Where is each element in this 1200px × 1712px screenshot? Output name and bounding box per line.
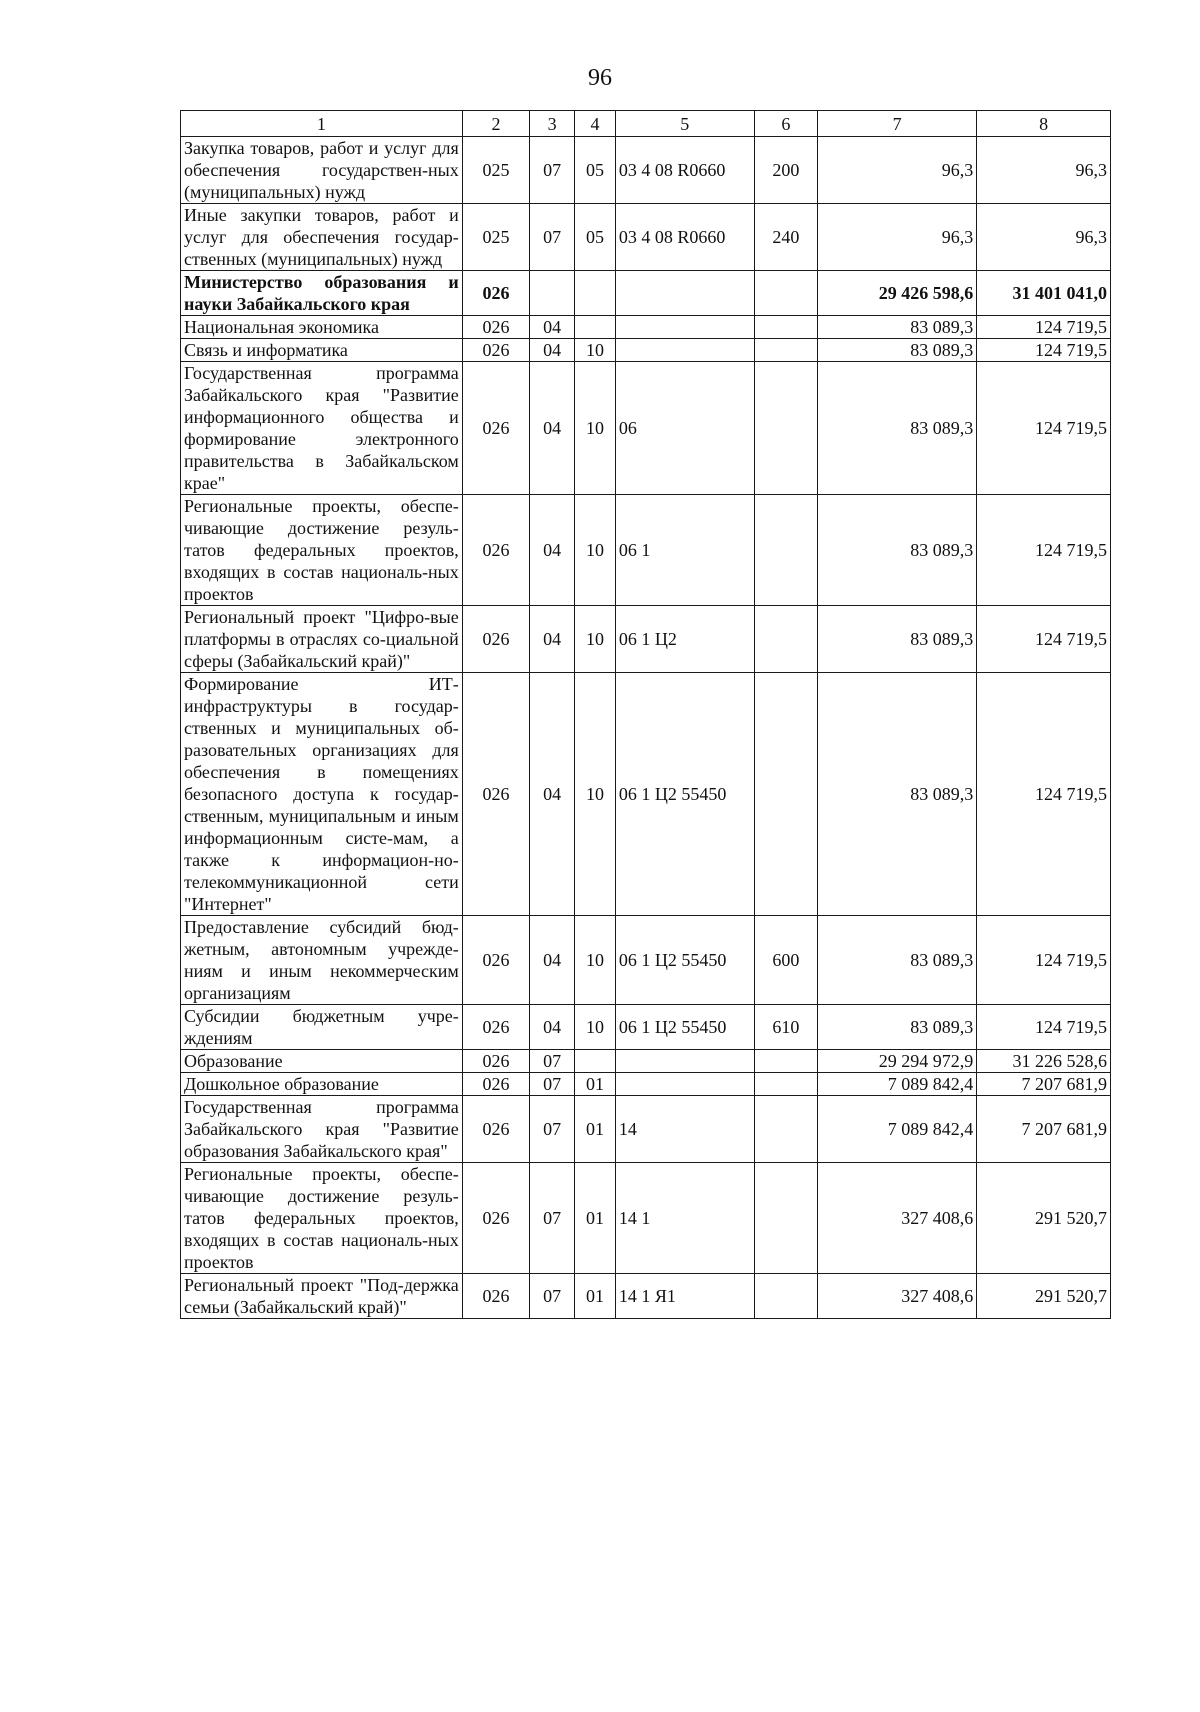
- line-item-name: Образование: [181, 1050, 463, 1073]
- ministry-code: 026: [462, 1073, 529, 1096]
- line-item-name: Иные закупки товаров, работ и услуг для обеспечения государ-ственных (муниципальных) нужд: [181, 204, 463, 271]
- expense-type-code: [754, 316, 817, 339]
- ministry-code: 026: [462, 271, 529, 316]
- target-article-code: 06 1 Ц2: [615, 606, 754, 673]
- expense-type-code: [754, 1073, 817, 1096]
- table-row: [181, 1005, 1111, 1050]
- line-item-name: Государственная программа Забайкальского края "Развитие образования Забайкальского края": [181, 1096, 463, 1163]
- subsection-code: [575, 271, 616, 316]
- subsection-code: 10: [575, 606, 616, 673]
- amount-year-1: 96,3: [817, 204, 976, 271]
- target-article-code: 06 1 Ц2 55450: [615, 673, 754, 916]
- line-item-name: Национальная экономика: [181, 316, 463, 339]
- amount-year-2: 124 719,5: [977, 606, 1111, 673]
- amount-year-1: 83 089,3: [817, 916, 976, 1005]
- amount-year-1: 7 089 842,4: [817, 1096, 976, 1163]
- line-item-name: Министерство образования и науки Забайкальского края: [181, 271, 463, 316]
- table-row: [181, 316, 1111, 339]
- amount-year-1: 29 426 598,6: [817, 271, 976, 316]
- section-code: 04: [530, 673, 575, 916]
- line-item-name: Региональные проекты, обеспе-чивающие достижение резуль-татов федеральных проектов, входящих в состав националь-ных проектов: [181, 495, 463, 606]
- expense-type-code: [754, 1274, 817, 1319]
- amount-year-1: 83 089,3: [817, 495, 976, 606]
- target-article-code: 03 4 08 R0660: [615, 137, 754, 204]
- expense-type-code: [754, 1096, 817, 1163]
- subsection-code: 10: [575, 916, 616, 1005]
- amount-year-1: 327 408,6: [817, 1274, 976, 1319]
- amount-year-1: 7 089 842,4: [817, 1073, 976, 1096]
- table-row: [181, 1096, 1111, 1163]
- amount-year-2: 291 520,7: [977, 1274, 1111, 1319]
- section-code: 07: [530, 1050, 575, 1073]
- ministry-code: 026: [462, 362, 529, 495]
- target-article-code: 06 1 Ц2 55450: [615, 1005, 754, 1050]
- target-article-code: 14 1: [615, 1163, 754, 1274]
- expense-type-code: [754, 1163, 817, 1274]
- table-row: [181, 1274, 1111, 1319]
- subsection-code: 10: [575, 1005, 616, 1050]
- ministry-code: 026: [462, 316, 529, 339]
- amount-year-1: 83 089,3: [817, 606, 976, 673]
- subsection-code: [575, 316, 616, 339]
- amount-year-2: 124 719,5: [977, 362, 1111, 495]
- amount-year-1: 83 089,3: [817, 362, 976, 495]
- ministry-code: 026: [462, 1096, 529, 1163]
- subsection-code: 01: [575, 1274, 616, 1319]
- ministry-code: 026: [462, 1163, 529, 1274]
- subsection-code: 01: [575, 1073, 616, 1096]
- target-article-code: [615, 1050, 754, 1073]
- expense-type-code: [754, 495, 817, 606]
- subsection-code: 01: [575, 1096, 616, 1163]
- ministry-code: 026: [462, 1274, 529, 1319]
- amount-year-1: 327 408,6: [817, 1163, 976, 1274]
- ministry-code: 026: [462, 1005, 529, 1050]
- amount-year-2: 31 226 528,6: [977, 1050, 1111, 1073]
- expense-type-code: 240: [754, 204, 817, 271]
- amount-year-1: 83 089,3: [817, 1005, 976, 1050]
- section-code: 07: [530, 137, 575, 204]
- amount-year-2: 124 719,5: [977, 339, 1111, 362]
- target-article-code: 03 4 08 R0660: [615, 204, 754, 271]
- line-item-name: Связь и информатика: [181, 339, 463, 362]
- table-row: [181, 362, 1111, 495]
- ministry-code: 026: [462, 916, 529, 1005]
- ministry-code: 026: [462, 1050, 529, 1073]
- table-row: [181, 916, 1111, 1005]
- target-article-code: 14: [615, 1096, 754, 1163]
- target-article-code: 06 1: [615, 495, 754, 606]
- table-row: [181, 1163, 1111, 1274]
- expense-type-code: [754, 606, 817, 673]
- amount-year-2: 291 520,7: [977, 1163, 1111, 1274]
- amount-year-2: 124 719,5: [977, 495, 1111, 606]
- table-row: [181, 339, 1111, 362]
- expense-type-code: [754, 1050, 817, 1073]
- table-row: [181, 495, 1111, 606]
- budget-table: [180, 110, 1111, 1319]
- line-item-name: Предоставление субсидий бюд-жетным, автономным учрежде-ниям и иным некоммерческим организациям: [181, 916, 463, 1005]
- expense-type-code: [754, 339, 817, 362]
- subsection-code: [575, 1050, 616, 1073]
- section-code: 04: [530, 339, 575, 362]
- section-code: [530, 271, 575, 316]
- header-cell: 1: [181, 111, 463, 137]
- amount-year-1: 83 089,3: [817, 339, 976, 362]
- subsection-code: 10: [575, 339, 616, 362]
- section-code: 07: [530, 204, 575, 271]
- amount-year-2: 7 207 681,9: [977, 1096, 1111, 1163]
- expense-type-code: [754, 362, 817, 495]
- line-item-name: Государственная программа Забайкальского края "Развитие информационного общества и формирование электронного правительства в Забайкальском крае": [181, 362, 463, 495]
- expense-type-code: [754, 673, 817, 916]
- amount-year-2: 124 719,5: [977, 673, 1111, 916]
- section-code: 04: [530, 316, 575, 339]
- section-code: 07: [530, 1274, 575, 1319]
- line-item-name: Региональные проекты, обеспе-чивающие достижение резуль-татов федеральных проектов, входящих в состав националь-ных проектов: [181, 1163, 463, 1274]
- ministry-code: 025: [462, 204, 529, 271]
- table-header-row: [181, 111, 1111, 137]
- expense-type-code: 610: [754, 1005, 817, 1050]
- header-cell: 5: [615, 111, 754, 137]
- amount-year-2: 96,3: [977, 204, 1111, 271]
- header-cell: 7: [817, 111, 976, 137]
- header-cell: 8: [977, 111, 1111, 137]
- table-row: [181, 1073, 1111, 1096]
- line-item-name: Дошкольное образование: [181, 1073, 463, 1096]
- table-row: [181, 673, 1111, 916]
- amount-year-2: 124 719,5: [977, 916, 1111, 1005]
- table-row: [181, 137, 1111, 204]
- target-article-code: 06: [615, 362, 754, 495]
- line-item-name: Региональный проект "Под-держка семьи (Забайкальский край)": [181, 1274, 463, 1319]
- ministry-code: 026: [462, 495, 529, 606]
- ministry-code: 026: [462, 339, 529, 362]
- table-body: [181, 137, 1111, 1319]
- header-cell: 2: [462, 111, 529, 137]
- ministry-code: 026: [462, 673, 529, 916]
- header-cell: 3: [530, 111, 575, 137]
- line-item-name: Субсидии бюджетным учре-ждениям: [181, 1005, 463, 1050]
- target-article-code: [615, 271, 754, 316]
- expense-type-code: 600: [754, 916, 817, 1005]
- amount-year-2: 124 719,5: [977, 1005, 1111, 1050]
- table-row: [181, 204, 1111, 271]
- section-code: 04: [530, 606, 575, 673]
- line-item-name: Закупка товаров, работ и услуг для обеспечения государствен-ных (муниципальных) нужд: [181, 137, 463, 204]
- target-article-code: [615, 316, 754, 339]
- section-code: 04: [530, 495, 575, 606]
- amount-year-2: 31 401 041,0: [977, 271, 1111, 316]
- section-code: 07: [530, 1163, 575, 1274]
- amount-year-1: 96,3: [817, 137, 976, 204]
- target-article-code: 06 1 Ц2 55450: [615, 916, 754, 1005]
- ministry-code: 026: [462, 606, 529, 673]
- page-number: 96: [588, 65, 612, 91]
- subsection-code: 10: [575, 495, 616, 606]
- subsection-code: 05: [575, 137, 616, 204]
- section-code: 04: [530, 1005, 575, 1050]
- subsection-code: 10: [575, 673, 616, 916]
- target-article-code: 14 1 Я1: [615, 1274, 754, 1319]
- target-article-code: [615, 1073, 754, 1096]
- amount-year-2: 124 719,5: [977, 316, 1111, 339]
- subsection-code: 10: [575, 362, 616, 495]
- amount-year-2: 96,3: [977, 137, 1111, 204]
- table-row: [181, 606, 1111, 673]
- table-row: [181, 1050, 1111, 1073]
- expense-type-code: 200: [754, 137, 817, 204]
- subsection-code: 01: [575, 1163, 616, 1274]
- subsection-code: 05: [575, 204, 616, 271]
- expense-type-code: [754, 271, 817, 316]
- target-article-code: [615, 339, 754, 362]
- ministry-code: 025: [462, 137, 529, 204]
- amount-year-1: 29 294 972,9: [817, 1050, 976, 1073]
- header-cell: 4: [575, 111, 616, 137]
- table-row: [181, 271, 1111, 316]
- amount-year-1: 83 089,3: [817, 316, 976, 339]
- section-code: 04: [530, 916, 575, 1005]
- section-code: 07: [530, 1096, 575, 1163]
- section-code: 07: [530, 1073, 575, 1096]
- amount-year-2: 7 207 681,9: [977, 1073, 1111, 1096]
- line-item-name: Региональный проект "Цифро-вые платформы в отраслях со-циальной сферы (Забайкальский край)": [181, 606, 463, 673]
- section-code: 04: [530, 362, 575, 495]
- header-cell: 6: [754, 111, 817, 137]
- line-item-name: Формирование ИТ-инфраструктуры в государ-ственных и муниципальных об-разовательных организациях для обеспечения в помещениях безопасного доступа к государ-ственным, муниципальным и иным информационным систе-мам, а также к информацион-но-телекоммуникационной сети "Интернет": [181, 673, 463, 916]
- amount-year-1: 83 089,3: [817, 673, 976, 916]
